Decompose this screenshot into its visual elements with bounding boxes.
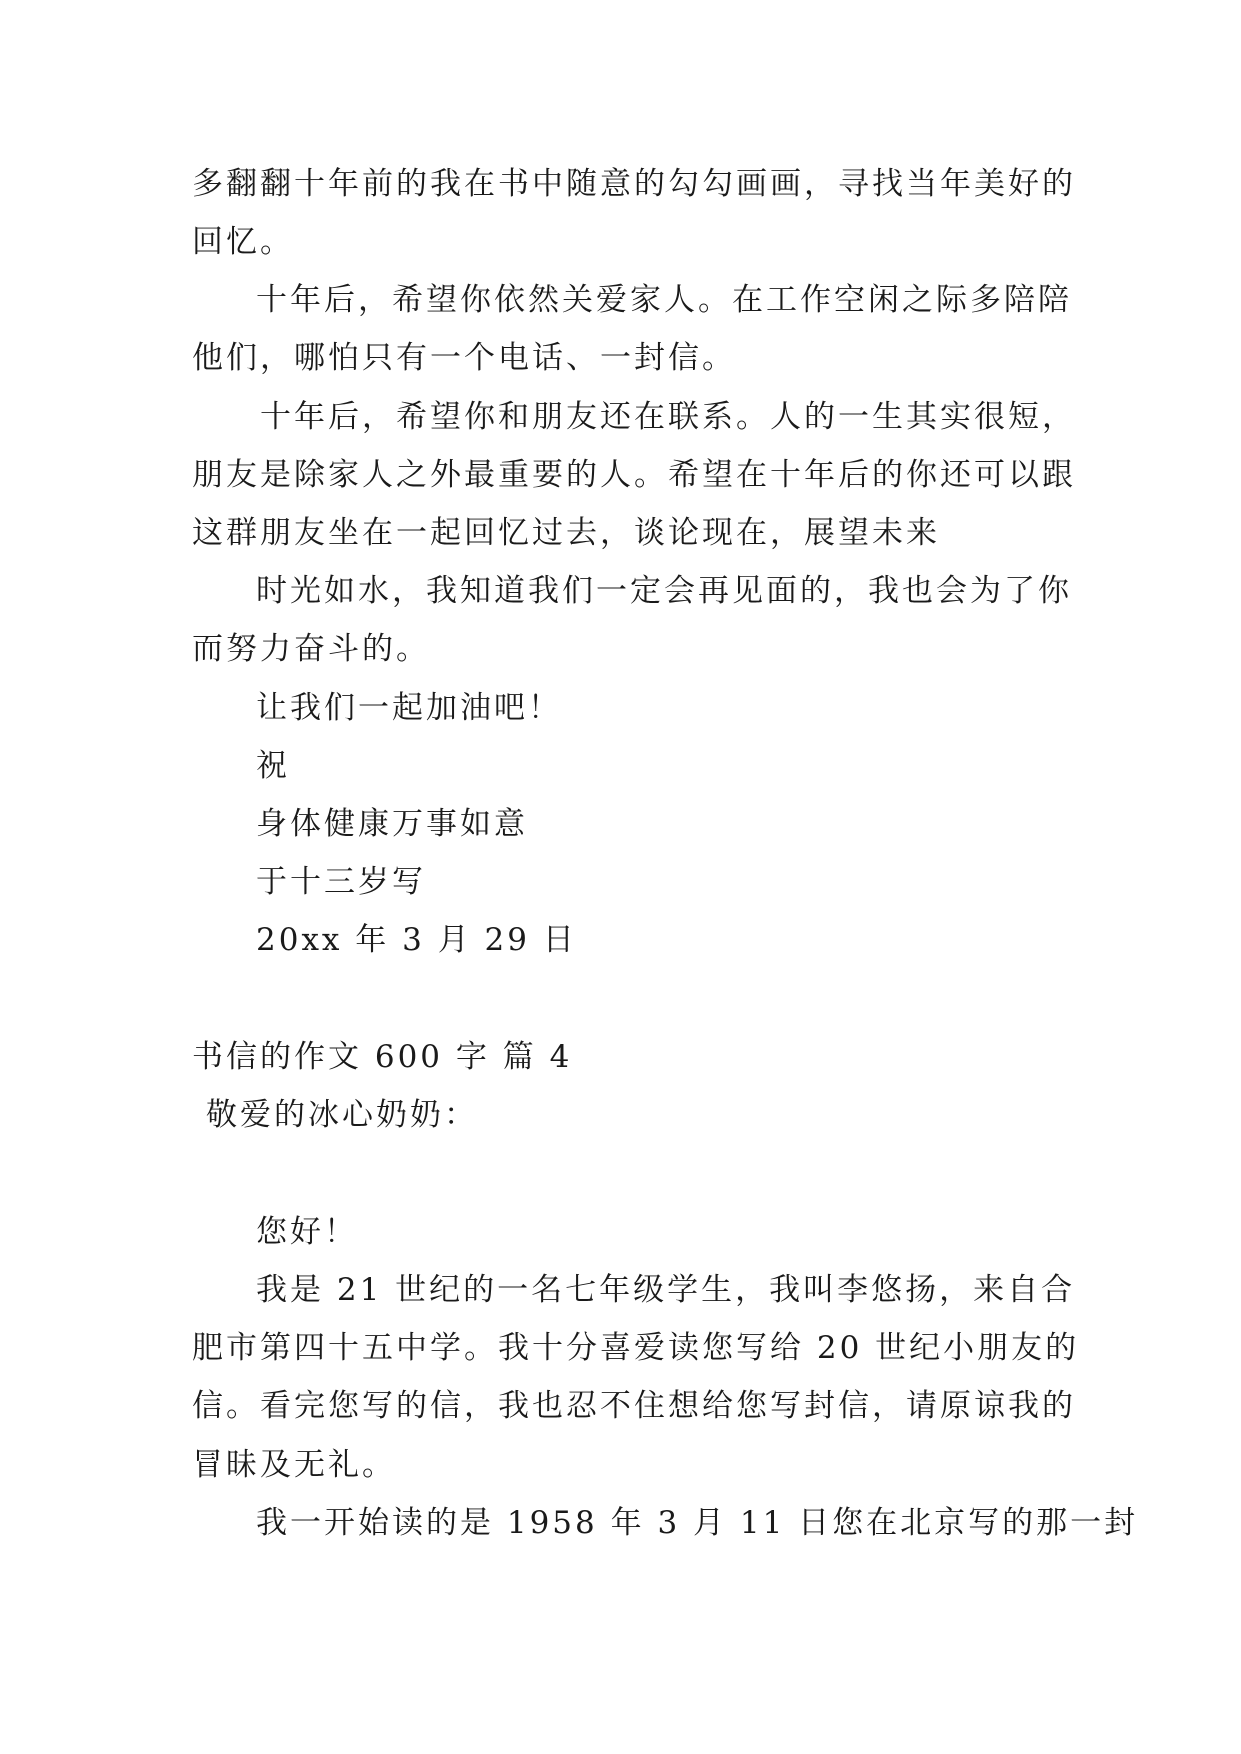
closing-line: 身体健康万事如意 bbox=[256, 806, 528, 842]
greeting-line: 您好！ bbox=[256, 1214, 358, 1250]
paragraph-line: 回忆。 bbox=[192, 224, 294, 260]
paragraph-line: 信。看完您写的信，我也忍不住想给您写封信，请原谅我的 bbox=[192, 1388, 1076, 1424]
closing-line: 让我们一起加油吧！ bbox=[256, 690, 562, 726]
paragraph-line: 十年后，希望你和朋友还在联系。人的一生其实很短， bbox=[260, 399, 1076, 435]
paragraph-line: 多翻翻十年前的我在书中随意的勾勾画画，寻找当年美好的 bbox=[192, 166, 1076, 202]
paragraph-line: 我是 21 世纪的一名七年级学生，我叫李悠扬，来自合 bbox=[256, 1272, 1076, 1308]
signature-line: 于十三岁写 bbox=[256, 864, 426, 900]
closing-line: 祝 bbox=[256, 748, 290, 784]
paragraph-line: 冒昧及无礼。 bbox=[192, 1447, 396, 1483]
paragraph-line: 他们，哪怕只有一个电话、一封信。 bbox=[192, 340, 736, 376]
section-heading: 书信的作文 600 字 篇 4 bbox=[192, 1039, 573, 1075]
paragraph-line: 肥市第四十五中学。我十分喜爱读您写给 20 世纪小朋友的 bbox=[192, 1330, 1080, 1366]
paragraph-line: 而努力奋斗的。 bbox=[192, 631, 430, 667]
date-line: 20xx 年 3 月 29 日 bbox=[256, 922, 577, 958]
paragraph-line: 时光如水，我知道我们一定会再见面的，我也会为了你 bbox=[256, 573, 1072, 609]
salutation-line: 敬爱的冰心奶奶： bbox=[206, 1097, 478, 1133]
paragraph-line: 这群朋友坐在一起回忆过去，谈论现在，展望未来 bbox=[192, 515, 940, 551]
paragraph-line: 朋友是除家人之外最重要的人。希望在十年后的你还可以跟 bbox=[192, 457, 1076, 493]
paragraph-line: 十年后，希望你依然关爱家人。在工作空闲之际多陪陪 bbox=[256, 282, 1072, 318]
paragraph-line: 我一开始读的是 1958 年 3 月 11 日您在北京写的那一封 bbox=[256, 1505, 1139, 1541]
